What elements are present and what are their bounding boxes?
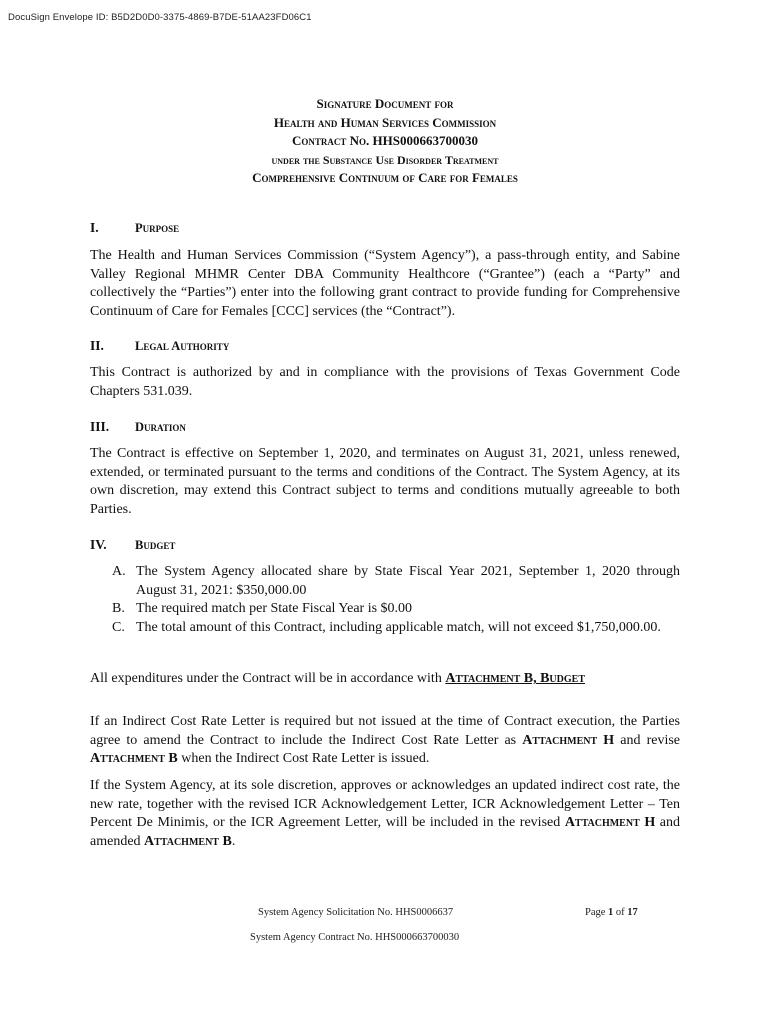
title-line-2: Health and Human Services Commission — [273, 114, 497, 130]
list-item-label: A. — [112, 564, 126, 579]
indirect-cost-paragraph-2 — [90, 777, 680, 851]
section-budget-heading — [90, 537, 175, 553]
page-total: 17 — [627, 907, 638, 918]
purpose-paragraph: The Health and Human Services Commission (“System Agency”), a pass-through entity, and Sabine Valley Regional MHMR Center DBA Community Healthcore (“Grantee”) (each a “Party” and collectively the “Parties”) enter into the following grant contract to provide funding for Comprehensive Continuum of Care for Females [CCC] services (the “Contract”). — [90, 248, 680, 319]
title-line-1: Signature Document for — [316, 96, 454, 111]
page-current: 1 — [608, 907, 614, 918]
docusign-envelope-id: DocuSign Envelope ID: B5D2D0D0-3375-4869-B7DE-51AA23FD06C1 — [8, 12, 312, 23]
document-title — [0, 95, 770, 188]
section-number: II. — [90, 338, 104, 353]
text-run: If the System Agency, at its sole discretion, approves or acknowledges an updated indirect cost rate, the new rate, together with the revised ICR Acknowledgement Letter, ICR Acknowledgement Letter – Ten Percent De Minimis, or the ICR Agreement Letter, will be included in the revised — [90, 778, 680, 831]
text-run: . — [231, 833, 236, 849]
page-prefix: Page — [585, 907, 609, 918]
section-number: I. — [90, 220, 99, 235]
title-line-5: Comprehensive Continuum of Care for Females — [252, 170, 518, 185]
indirect-cost-paragraph-1 — [90, 713, 680, 769]
section-title: Duration — [135, 420, 186, 434]
attachment-h-reference: Attachment H — [522, 732, 615, 748]
attachment-b-reference: Attachment B — [90, 751, 178, 767]
attachment-b-budget-reference: Attachment B, Budget — [445, 671, 585, 686]
title-line-4: under the Substance Use Disorder Treatment — [271, 152, 499, 167]
list-item-text: The required match per State Fiscal Year is $0.00 — [136, 601, 413, 617]
list-item — [112, 600, 680, 619]
page-of: of — [613, 907, 628, 918]
expenditures-paragraph — [90, 670, 680, 689]
list-item-text: The System Agency allocated share by State Fiscal Year 2021, September 1, 2020 through August 31, 2021: $350,000.00 — [136, 564, 680, 598]
section-title: Purpose — [135, 221, 180, 235]
footer-contract: System Agency Contract No. HHS000663700030 — [250, 932, 460, 943]
attachment-b-reference: Attachment B — [144, 833, 232, 849]
attachment-h-reference: Attachment H — [564, 815, 656, 831]
section-title: Legal Authority — [135, 339, 230, 353]
text-run: and amended — [90, 815, 681, 849]
budget-list — [112, 563, 680, 637]
text-run: If an Indirect Cost Rate Letter is required but not issued at the time of Contract execution, the Parties agree to amend the Contract to include the Indirect Cost Rate Letter as — [90, 714, 680, 748]
list-item — [112, 563, 680, 600]
section-number: IV. — [90, 537, 107, 552]
title-line-3: Contract No. HHS000663700030 — [292, 133, 478, 148]
footer-page-number — [585, 907, 638, 918]
duration-paragraph: The Contract is effective on September 1, 2020, and terminates on August 31, 2021, unless renewed, extended, or terminated pursuant to the terms and conditions of the Contract. The System Agency, at its own discretion, may extend this Contract subject to terms and conditions mutually agreeable to both Parties. — [90, 446, 680, 517]
section-duration-heading — [90, 419, 186, 435]
section-purpose-heading — [90, 220, 179, 236]
expenditures-text: All expenditures under the Contract will be in accordance with — [90, 671, 446, 686]
list-item-label: B. — [112, 601, 125, 617]
footer-solicitation: System Agency Solicitation No. HHS0006637 — [258, 907, 454, 918]
section-number: III. — [90, 419, 110, 434]
section-legal-heading — [90, 338, 229, 354]
text-run: when the Indirect Cost Rate Letter is issued. — [177, 751, 430, 767]
list-item-text: The total amount of this Contract, including applicable match, will not exceed $1,750,000.00. — [136, 619, 661, 635]
list-item-label: C. — [112, 619, 125, 635]
legal-paragraph: This Contract is authorized by and in compliance with the provisions of Texas Government Code Chapters 531.039. — [90, 365, 680, 399]
text-run: and revise — [614, 732, 680, 748]
list-item — [112, 619, 680, 638]
section-title: Budget — [135, 538, 176, 552]
